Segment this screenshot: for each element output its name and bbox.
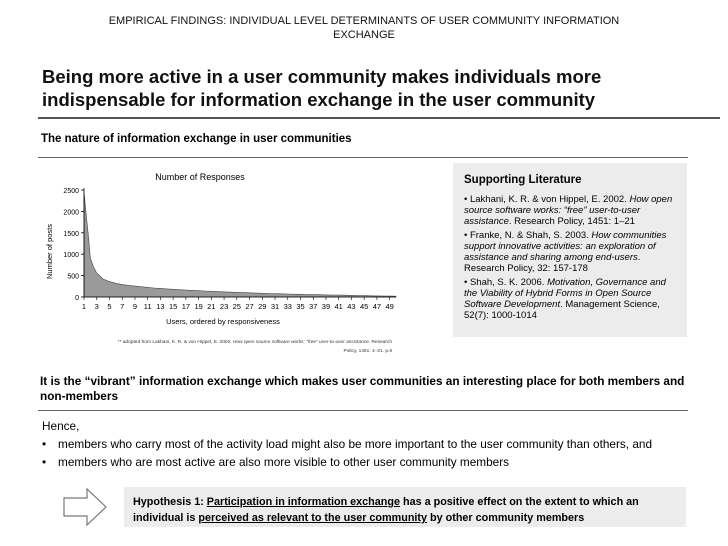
statement-divider xyxy=(38,410,688,411)
chart-caption-title: How open source software works: “free” user-to-user assistance xyxy=(232,340,369,345)
x-tick-label: 13 xyxy=(156,302,165,311)
y-tick-label: 2000 xyxy=(63,209,79,217)
x-tick-label: 17 xyxy=(181,302,191,311)
hypothesis-term-participation: Participation in information exchange xyxy=(206,496,400,508)
hypothesis-box xyxy=(124,487,686,527)
literature-item-authors: • Lakhani, K. R. & von Hippel, E. 2002. xyxy=(464,194,630,205)
literature-item-source: . Research Policy, 1451: 1–21 xyxy=(508,216,635,227)
x-tick-label: 35 xyxy=(296,302,305,311)
literature-item-title: How open source software works: “free” user-to-user assistance xyxy=(464,194,673,227)
x-tick-label: 43 xyxy=(347,302,356,311)
bullet-item: • members who carry most of the activity load might also be more important to the user community than others, and xyxy=(40,436,710,454)
y-tick-label: 0 xyxy=(75,295,79,302)
hypothesis-middle: has a positive effect on the extent to which an individual is xyxy=(133,496,639,524)
hypothesis-suffix: by other community members xyxy=(427,512,585,524)
x-tick-label: 25 xyxy=(232,302,241,311)
x-tick-label: 9 xyxy=(132,302,138,311)
supporting-literature-box xyxy=(453,163,687,337)
x-tick-label: 1 xyxy=(81,302,87,311)
slide-header xyxy=(60,14,668,42)
x-tick-label: 49 xyxy=(385,302,394,311)
y-tick-label: 2500 xyxy=(63,188,79,195)
literature-item xyxy=(464,277,677,321)
x-axis-label: Users, ordered by responsiveness xyxy=(166,317,280,326)
literature-item-source: . Research Policy, 32: 157-178 xyxy=(464,252,641,274)
right-arrow-icon xyxy=(63,488,107,526)
x-tick-label: 29 xyxy=(258,302,267,311)
responses-chart xyxy=(38,166,408,344)
literature-item-authors: • Franke, N. & Shah, S. 2003. xyxy=(464,230,592,241)
y-tick-label: 1500 xyxy=(63,230,79,238)
literature-item-title: How communities support innovative activities: an exploration of assistance and sharing among end-users xyxy=(464,230,667,263)
x-tick-label: 37 xyxy=(309,302,318,311)
x-tick-label: 11 xyxy=(143,302,152,311)
bullet-item: • members who are most active are also more visible to other user community members xyxy=(40,454,710,472)
x-tick-label: 47 xyxy=(372,302,382,311)
x-tick-label: 31 xyxy=(270,302,280,311)
y-tick-label: 500 xyxy=(67,273,79,281)
bullet-list xyxy=(40,436,710,471)
slide-header-line2: EXCHANGE xyxy=(333,29,395,41)
vibrant-statement: It is the “vibrant” information exchange which makes user communities an interesting place for both members and non-members xyxy=(40,374,685,403)
x-tick-label: 21 xyxy=(207,302,216,311)
x-tick-label: 3 xyxy=(94,302,99,311)
responses-chart-svg xyxy=(38,166,408,344)
x-tick-label: 39 xyxy=(321,302,331,311)
chart-caption-prefix: ** adopted from Lakhani, K. R. & von Hippel, E. 2002. xyxy=(117,340,233,345)
chart-title: Number of Responses xyxy=(155,172,245,182)
x-tick-label: 19 xyxy=(194,302,203,311)
hence-label: Hence, xyxy=(42,419,80,433)
section-title: The nature of information exchange in user communities xyxy=(41,133,352,145)
slide-title-line1: Being more active in a user community makes individuals more xyxy=(42,66,602,87)
x-tick-label: 7 xyxy=(120,302,125,311)
x-tick-label: 5 xyxy=(107,302,112,311)
y-axis-label: Number of posts xyxy=(45,223,54,280)
literature-item-title: Motivation, Governance and the Viability of Hybrid Forms in Open Source Software Development xyxy=(464,277,666,310)
title-divider xyxy=(38,117,720,119)
x-tick-label: 41 xyxy=(334,302,343,311)
responses-area-series xyxy=(84,192,396,297)
y-tick-label: 1000 xyxy=(63,252,79,260)
slide-header-line1: EMPIRICAL FINDINGS: INDIVIDUAL LEVEL DETERMINANTS OF USER COMMUNITY INFORMATION xyxy=(108,15,620,27)
slide-title xyxy=(42,65,692,111)
x-tick-label: 15 xyxy=(168,302,178,311)
literature-item xyxy=(464,194,677,227)
hypothesis-term-relevance: perceived as relevant to the user community xyxy=(198,512,428,524)
chart-caption-suffix: . Research xyxy=(368,340,392,345)
hypothesis-prefix: Hypothesis 1: xyxy=(133,496,207,508)
x-tick-label: 45 xyxy=(359,302,369,311)
x-tick-label: 33 xyxy=(283,302,292,311)
literature-item xyxy=(464,230,677,274)
supporting-literature-title: Supporting Literature xyxy=(464,174,582,186)
chart-caption xyxy=(42,338,392,356)
literature-item-authors: • Shah, S. K. 2006. xyxy=(464,277,548,288)
chart-caption-line2: Policy, 1451: 1–21. p.9 xyxy=(343,349,392,354)
literature-item-source: . Management Science, 52(7): 1000-1014 xyxy=(464,299,660,321)
x-tick-label: 23 xyxy=(219,302,229,311)
section-divider xyxy=(38,157,688,158)
x-tick-label: 27 xyxy=(245,302,254,311)
slide-title-line2: indispensable for information exchange in the user community xyxy=(42,89,596,110)
